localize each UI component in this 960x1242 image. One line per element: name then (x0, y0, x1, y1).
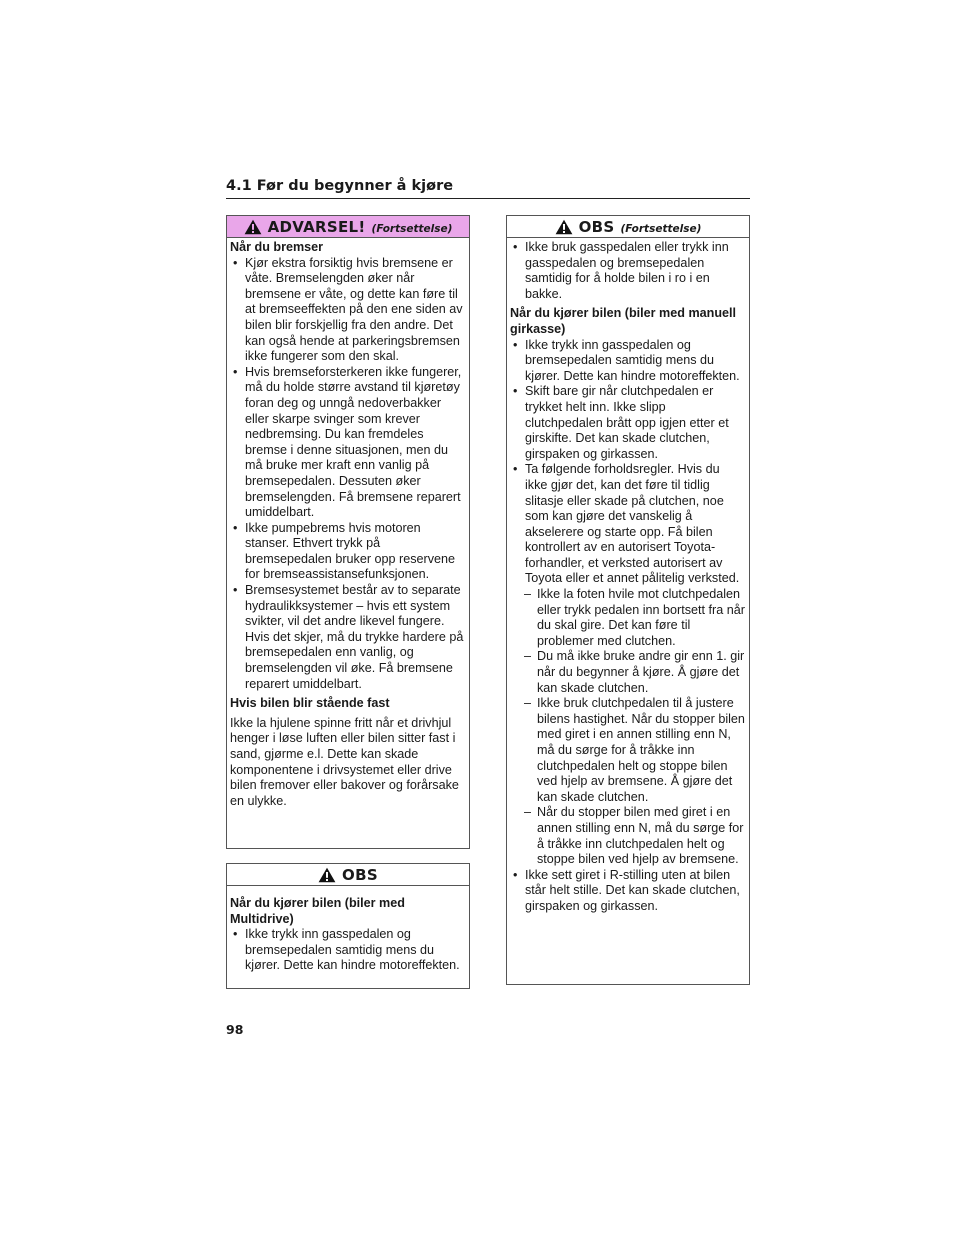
warning-box-header (227, 216, 469, 238)
bullet-item (510, 462, 745, 867)
bullet-item: • Skift bare gir når clutchpedalen er trykket helt inn. Ikke slipp clutchpedalen brått opp igjen etter et girskifte. Det kan skade clutchen, girspaken og girkassen. (510, 384, 745, 462)
bullet-item: • Ikke bruk gasspedalen eller trykk inn gasspedalen og bremsepedalen samtidig for å holde bilen i ro i en bakke. (510, 240, 745, 302)
bullet-item: • Hvis bremseforsterkeren ikke fungerer, må du holde større avstand til kjøretøy foran deg og unngå nedoverbakker eller skarpe svinger som krever nedbremsing. Du kan fremdeles bremse i denne situasjonen, men du må bruke mer kraft enn vanlig på bremsepedalen. Dessuten øker bremselengden. Få bremsene reparert umiddelbart. (230, 365, 465, 521)
bullet-item: • Ikke trykk inn gasspedalen og bremsepedalen samtidig mens du kjører. Dette kan hindre motoreffekten. (510, 338, 745, 385)
heading-stuck: Hvis bilen blir stående fast (230, 696, 390, 711)
multidrive-bullets (230, 927, 465, 974)
obs-box-left (226, 863, 470, 989)
warning-triangle-icon (244, 219, 262, 235)
bullet-item: • Ikke sett giret i R-stilling uten at bilen står helt stille. Det kan skade clutchen, girspaken og girkassen. (510, 868, 745, 915)
sub-bullets (510, 587, 745, 868)
heading-multidrive: Når du kjører bilen (biler med Multidrive) (230, 896, 405, 926)
section-header: 4.1 Før du begynner å kjøre (226, 178, 750, 199)
heading-manual: Når du kjører bilen (biler med manuell girkasse) (510, 306, 737, 336)
sub-bullet-item: – Du må ikke bruke andre gir enn 1. gir når du begynner å kjøre. Å gjøre det kan skade clutchen. (510, 649, 745, 696)
braking-bullets (230, 256, 465, 693)
bullet-item: • Bremsesystemet består av to separate hydraulikksystemer – hvis ett system svikter, vil det andre likevel fungere. Hvis det skjer, må du trykke hardere på bremsepedalen enn vanlig, og bremselengden vil øke. Få bremsene reparert umiddelbart. (230, 583, 465, 692)
obs-box-header (507, 216, 749, 238)
warning-title: ADVARSEL! (267, 217, 366, 236)
heading-braking: Når du bremser (230, 240, 324, 254)
obs-title: OBS (342, 865, 378, 884)
bullet-item: • Kjør ekstra forsiktig hvis bremsene er våte. Bremselengden øker når bremsene er våte, og dette kan føre til at bremseeffekten på den ene siden av bilen blir forskjellig fra den andre. Det kan også hende at parkeringsbremsen ikke fungerer som den skal. (230, 256, 465, 365)
manual-bullets (510, 338, 745, 915)
bullet-item: • Ikke pumpebrems hvis motoren stanser. Ethvert trykk på bremsepedalen bruker opp reservene for bremseassistansefunksjonen. (230, 521, 465, 583)
bullet-text: Ta følgende forholdsregler. Hvis du ikke gjør det, kan det føre til tidlig slitasje eller skade på clutchen, noe som kan gjøre det vanskelig å akselerere og starte opp. Få bilen kontrollert av en autorisert Toyota-forhandler, et verksted autorisert av Toyota eller et annet pålitelig verksted. (525, 462, 740, 586)
sub-bullet-item: – Når du stopper bilen med giret i en annen stilling enn N, må du sørge for å tråkke inn clutchpedalen helt og stoppe bilen ved hjelp av bremsene. (510, 805, 745, 867)
obs-title: OBS (578, 217, 615, 236)
obs-box-right (506, 215, 750, 985)
obs-box-header (227, 864, 469, 886)
sub-bullet-item: – Ikke la foten hvile mot clutchpedalen eller trykk pedalen inn bortsett fra når du skal gire. Det kan føre til problemer med clutchen. (510, 587, 745, 649)
top-bullets (510, 240, 745, 302)
warning-triangle-icon (318, 867, 336, 883)
paragraph-stuck: Ikke la hjulene spinne fritt når et drivhjul henger i løse luften eller bilen sitter fast i sand, gjørme e.l. Dette kan skade komponentene i drivsystemet eller drive bilen fremover eller bakover og forårsake en ulykke. (230, 715, 459, 808)
continued-label: (Fortsettelse) (620, 222, 702, 235)
sub-bullet-item: – Ikke bruk clutchpedalen til å justere bilens hastighet. Når du stopper bilen med giret i en annen stilling enn N, må du sørge for å tråkke inn clutchpedalen helt og stoppe bilen ved hjelp av bremsene. Å gjøre det kan skade clutchen. (510, 696, 745, 805)
continued-label: (Fortsettelse) (371, 222, 453, 235)
bullet-item: • Ikke trykk inn gasspedalen og bremsepedalen samtidig mens du kjører. Dette kan hindre motoreffekten. (230, 927, 465, 974)
warning-triangle-icon (555, 219, 573, 235)
page-number: 98 (226, 1022, 244, 1037)
warning-box (226, 215, 470, 849)
